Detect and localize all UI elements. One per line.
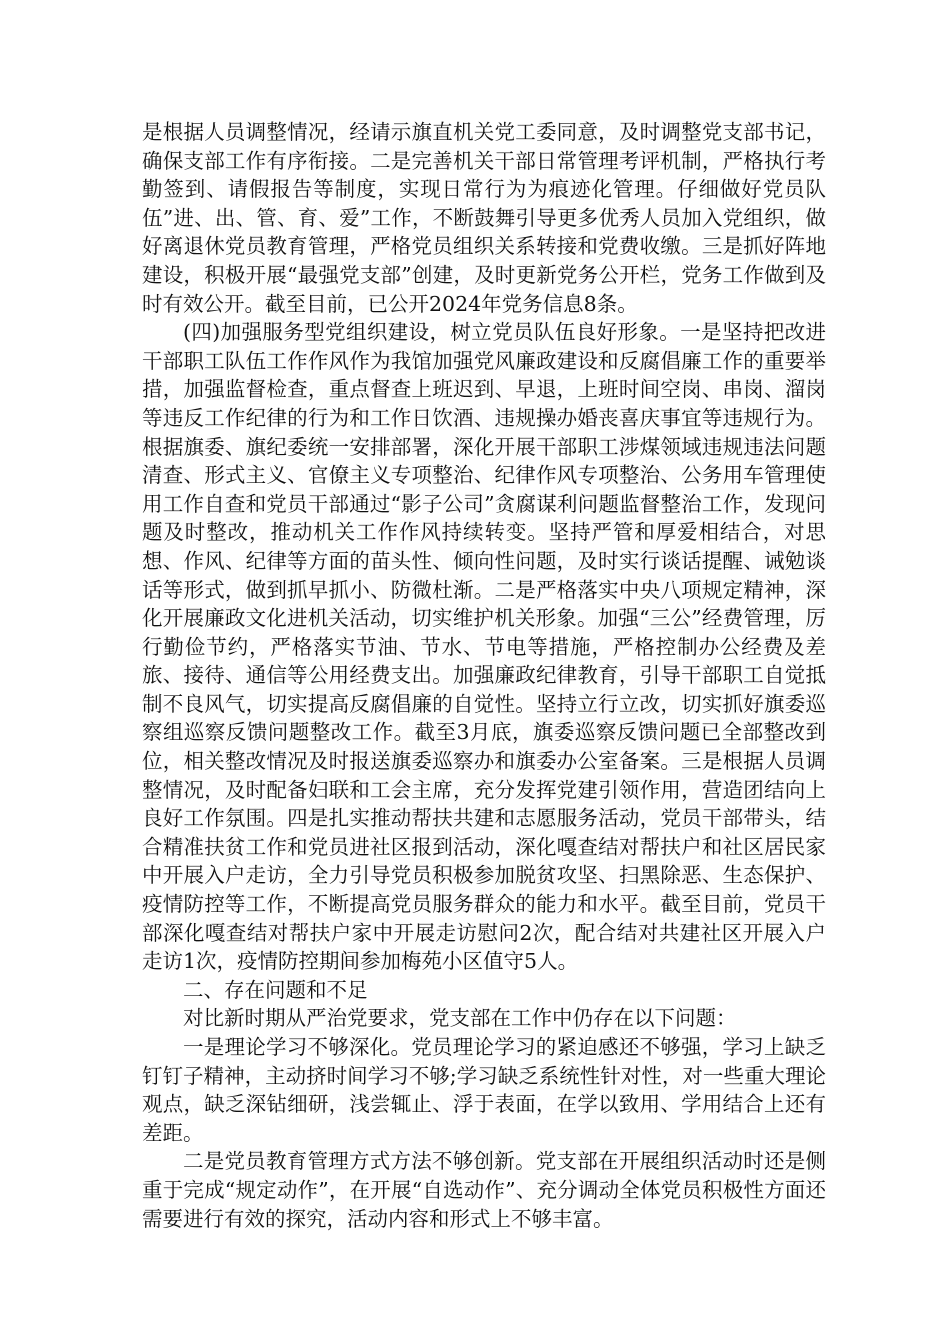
paragraph-problems-intro: 对比新时期从严治党要求，党支部在工作中仍存在以下问题：: [183, 1006, 737, 1031]
paragraph-continuation: 是根据人员调整情况，经请示旗直机关党工委同意，及时调整党支部书记，确保支部工作有序衔接。二是完善机关干部日常管理考评机制，严格执行考勤签到、请假报告等制度，实现日常行为为痕迹化管理。仔细做好党员队伍”进、出、管、育、爱”工作，不断鼓舞引导更多优秀人员加入党组织，做好离退休党员教育管理，严格党员组织关系转接和党费收缴。三是抓好阵地建设，积极开展“最强党支部”创建，及时更新党务公开栏，党务工作做到及时有效公开。截至目前，已公开2024年党务信息8条。: [142, 120, 826, 316]
section-heading-problems: 二、存在问题和不足: [183, 977, 368, 1002]
paragraph-problem-two: 二是党员教育管理方式方法不够创新。党支部在开展组织活动时还是侧重于完成“规定动作”，在开展“自选动作”、充分调动全体党员积极性方面还需要进行有效的探究，活动内容和形式上不够丰富。: [142, 1149, 826, 1231]
document-page: [142, 118, 826, 1233]
paragraph-section-four: (四)加强服务型党组织建设，树立党员队伍良好形象。一是坚持把改进干部职工队伍工作作风作为我馆加强党风廉政建设和反腐倡廉工作的重要举措，加强监督检查，重点督查上班迟到、早退，上班时间空岗、串岗、溜岗等违反工作纪律的行为和工作日饮酒、违规操办婚丧喜庆事宜等违规行为。根据旗委、旗纪委统一安排部署，深化开展干部职工涉煤领域违规违法问题清查、形式主义、官僚主义专项整治、纪律作风专项整治、公务用车管理使用工作自查和党员干部通过“影子公司”贪腐谋利问题监督整治工作，发现问题及时整改，推动机关工作作风持续转变。坚持严管和厚爱相结合，对思想、作风、纪律等方面的苗头性、倾向性问题，及时实行谈话提醒、诫勉谈话等形式，做到抓早抓小、防微杜渐。二是严格落实中央八项规定精神，深化开展廉政文化进机关活动，切实维护机关形象。加强“三公”经费管理，厉行勤俭节约，严格落实节油、节水、节电等措施，严格控制办公经费及差旅、接待、通信等公用经费支出。加强廉政纪律教育，引导干部职工自觉抵制不良风气，切实提高反腐倡廉的自觉性。坚持立行立改，切实抓好旗委巡察组巡察反馈问题整改工作。截至3月底，旗委巡察反馈问题已全部整改到位，相关整改情况及时报送旗委巡察办和旗委办公室备案。三是根据人员调整情况，及时配备妇联和工会主席，充分发挥党建引领作用，营造团结向上良好工作氛围。四是扎实推动帮扶共建和志愿服务活动，党员干部带头，结合精准扶贫工作和党员进社区报到活动，深化嘎查结对帮扶户和社区居民家中开展入户走访，全力引导党员积极参加脱贫攻坚、扫黑除恶、生态保护、疫情防控等工作，不断提高党员服务群众的能力和水平。截至目前，党员干部深化嘎查结对帮扶户家中开展走访慰问2次，配合结对共建社区开展入户走访1次，疫情防控期间参加梅苑小区值守5人。: [142, 320, 826, 974]
paragraph-problem-one: 一是理论学习不够深化。党员理论学习的紧迫感还不够强，学习上缺乏钉钉子精神，主动挤时间学习不够;学习缺乏系统性针对性，对一些重大理论观点，缺乏深钻细研，浅尝辄止、浮于表面，在学以致用、学用结合上还有差距。: [142, 1035, 826, 1145]
